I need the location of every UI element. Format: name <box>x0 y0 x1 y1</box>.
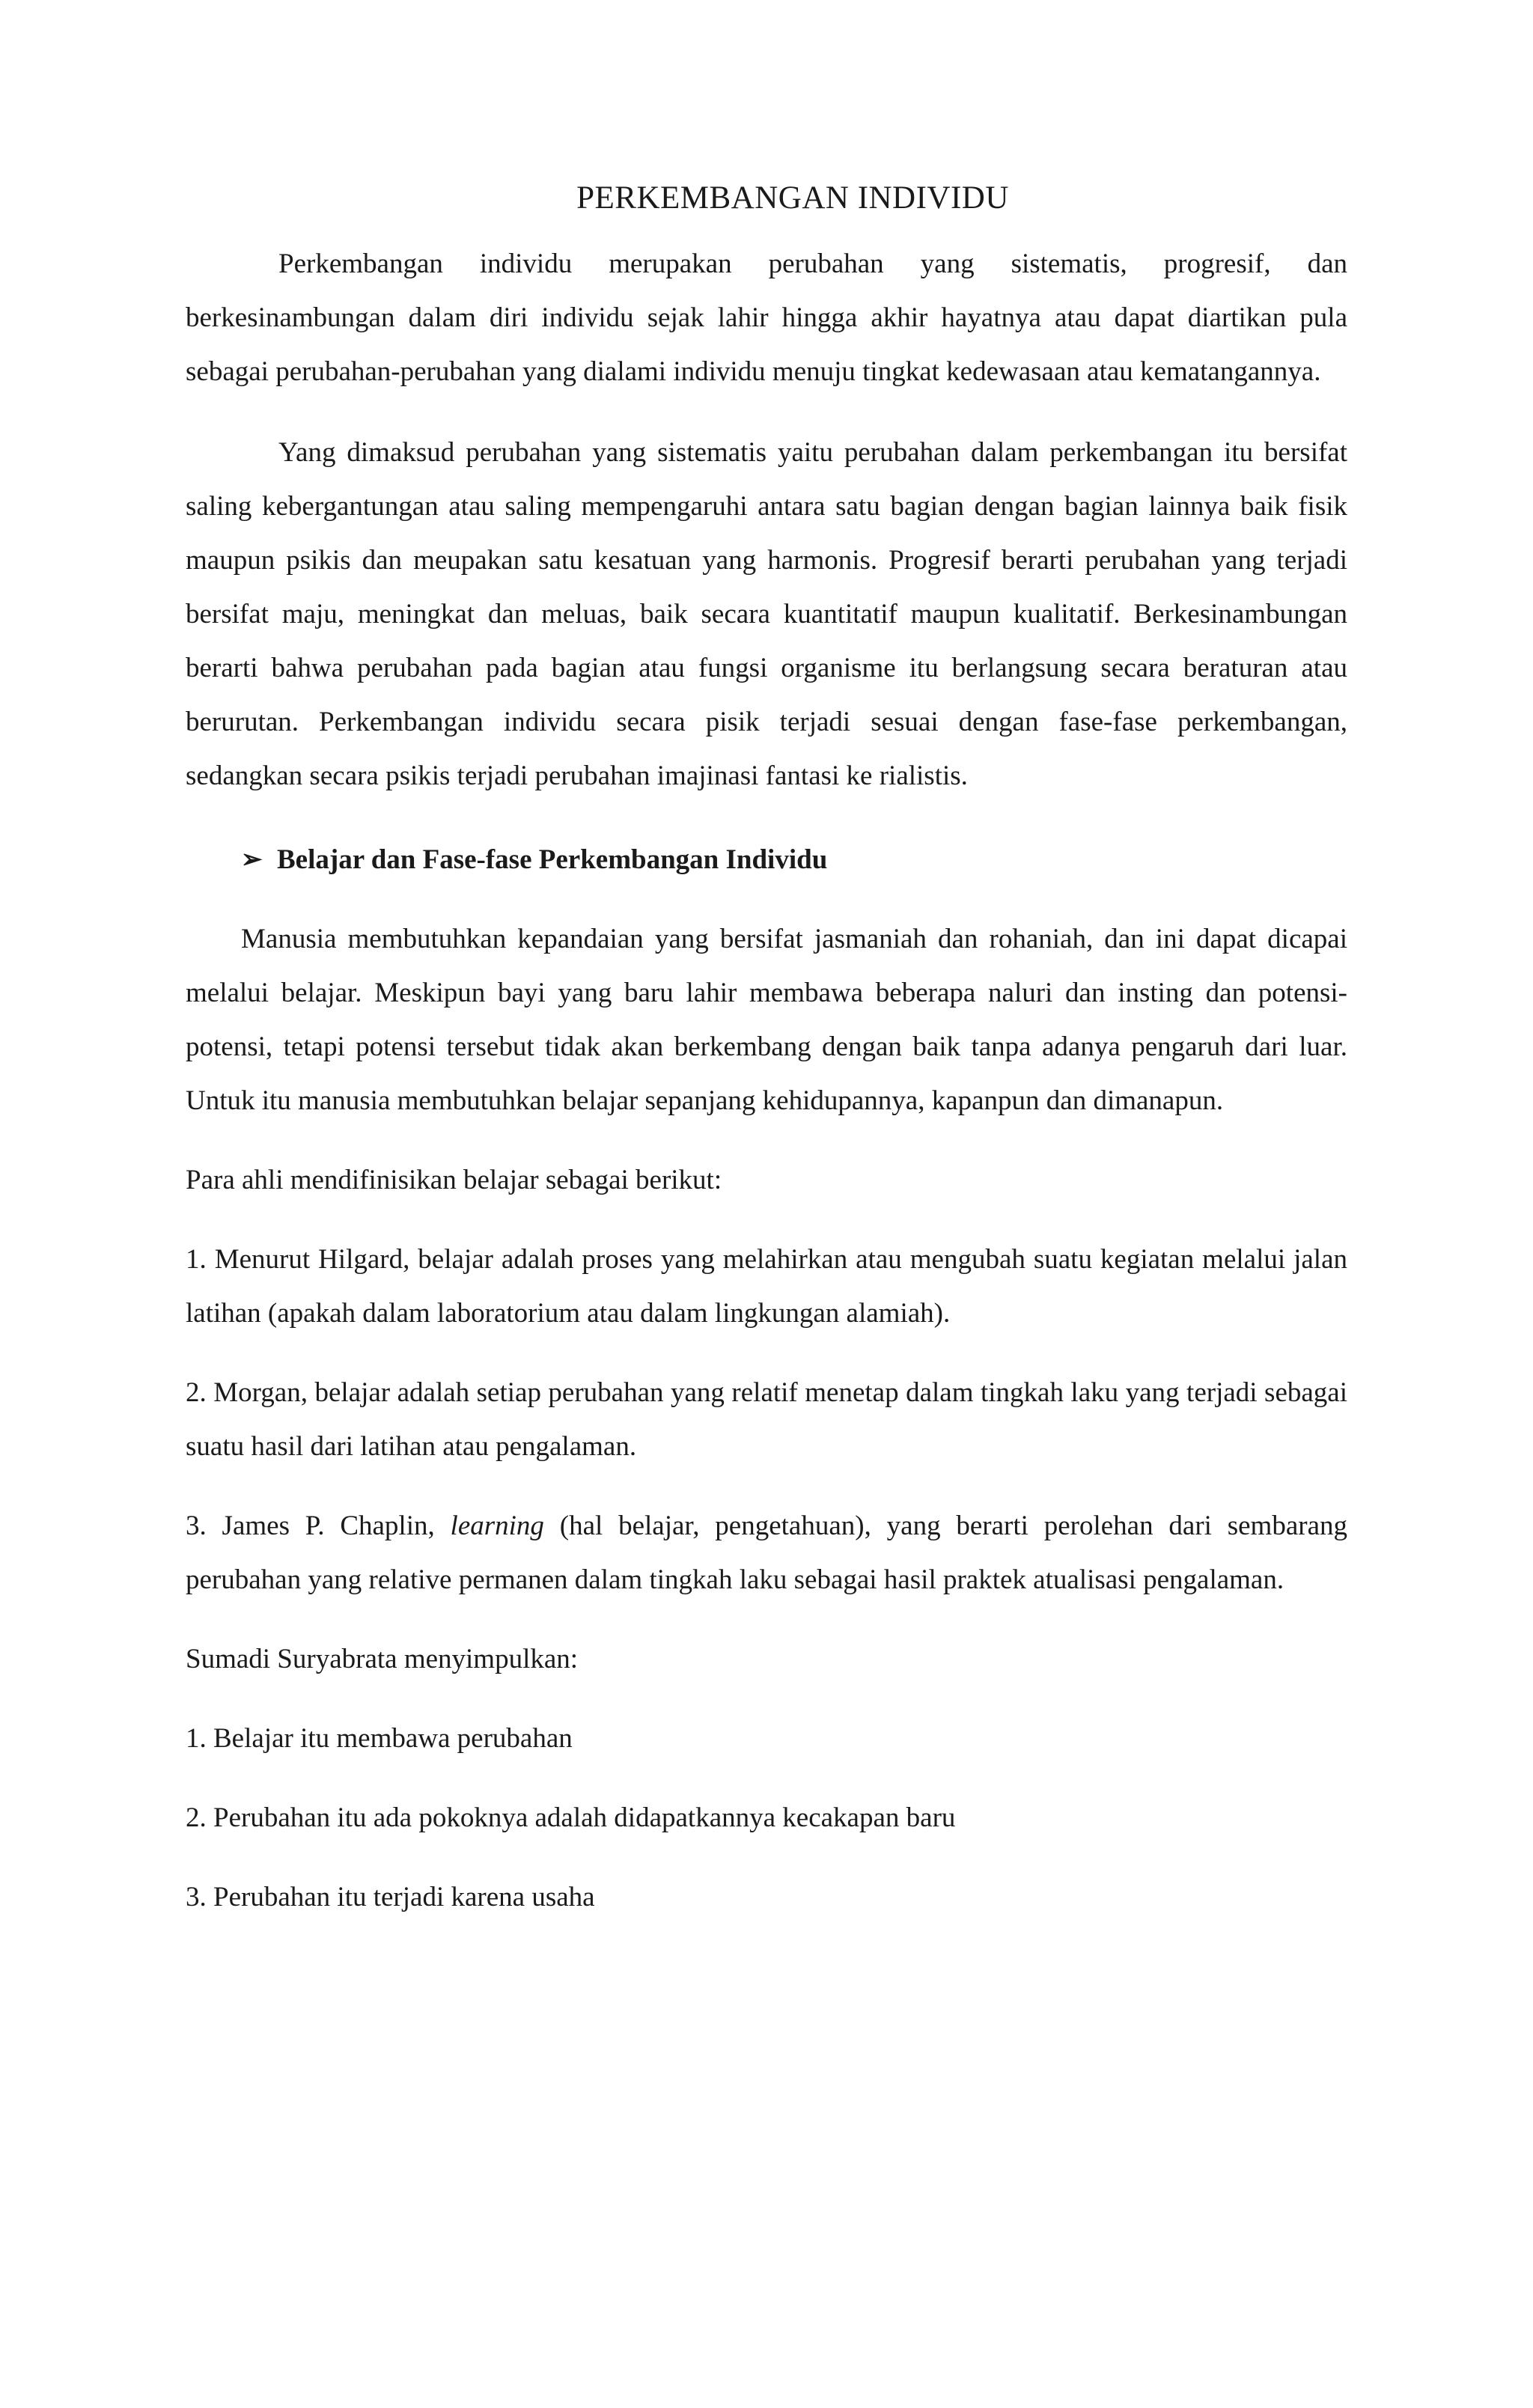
paragraph-definition: Perkembangan individu merupakan perubahan yang sistematis, progresif, dan berkesinambungan dalam diri individu sejak lahir hingga akhir hayatnya atau dapat diartikan pula sebagai perubahan-perubahan yang dialami individu menuju tingkat kedewasaan atau kematangannya. <box>186 249 1347 387</box>
list-item: 3. Perubahan itu terjadi karena usaha <box>186 1882 595 1912</box>
paragraph-explanation: Yang dimaksud perubahan yang sistematis yaitu perubahan dalam perkembangan itu bersifat saling kebergantungan atau saling mempengaruhi antara satu bagian dengan bagian lainnya baik fisik maupun psikis dan meupakan satu kesatuan yang harmonis. Progresif berarti perubahan yang terjadi bersifat maju, meningkat dan meluas, baik secara kuantitatif maupun kualitatif. Berkesinambungan berarti bahwa perubahan pada bagian atau fungsi organisme itu berlangsung secara beraturan atau berurutan. Perkembangan individu secara pisik terjadi sesuai dengan fase-fase perkembangan, sedangkan secara psikis terjadi perubahan imajinasi fantasi ke rialistis. <box>186 437 1347 791</box>
arrow-bullet-icon: ➢ <box>241 846 263 874</box>
paragraph-conclusion-intro: Sumadi Suryabrata menyimpulkan: <box>186 1644 579 1674</box>
conclusions-list <box>186 1712 1347 1924</box>
paragraph-learning: Manusia membutuhkan kepandaian yang bersifat jasmaniah dan rohaniah, dan ini dapat dicapai melalui belajar. Meskipun bayi yang baru lahir membawa beberapa naluri dan insting dan potensi-potensi, tetapi potensi tersebut tidak akan berkembang dengan baik tanpa adanya pengaruh dari luar. Untuk itu manusia membutuhkan belajar sepanjang kehidupannya, kapanpun dan dimanapun. <box>186 924 1347 1116</box>
list-item: 2. Morgan, belajar adalah setiap perubahan yang relatif menetap dalam tingkah laku yang terjadi sebagai suatu hasil dari latihan atau pengalaman. <box>186 1377 1347 1462</box>
definitions-list <box>186 1233 1347 1607</box>
list-item: 1. Belajar itu membawa perubahan <box>186 1723 573 1754</box>
list-item-suffix: (hal belajar, pengetahuan), yang berarti perolehan dari sembarang perubahan yang relative permanen dalam tingkah laku sebagai hasil praktek atualisasi pengalaman. <box>186 1511 1348 1595</box>
list-item: 1. Menurut Hilgard, belajar adalah proses yang melahirkan atau mengubah suatu kegiatan melalui jalan latihan (apakah dalam laboratorium atau dalam lingkungan alamiah). <box>186 1244 1347 1329</box>
list-item-prefix: 3. James P. Chaplin, <box>186 1511 451 1541</box>
list-item: 2. Perubahan itu ada pokoknya adalah didapatkannya kecakapan baru <box>186 1802 956 1833</box>
document-page <box>186 180 1347 1924</box>
italic-term: learning <box>450 1511 544 1541</box>
list-item <box>186 1499 1347 1607</box>
section-heading <box>241 833 1347 887</box>
page-title: PERKEMBANGAN INDIVIDU <box>576 180 1009 216</box>
paragraph-experts-intro: Para ahli mendifinisikan belajar sebagai berikut: <box>186 1165 722 1195</box>
section-heading-text: Belajar dan Fase-fase Perkembangan Individu <box>277 844 828 875</box>
